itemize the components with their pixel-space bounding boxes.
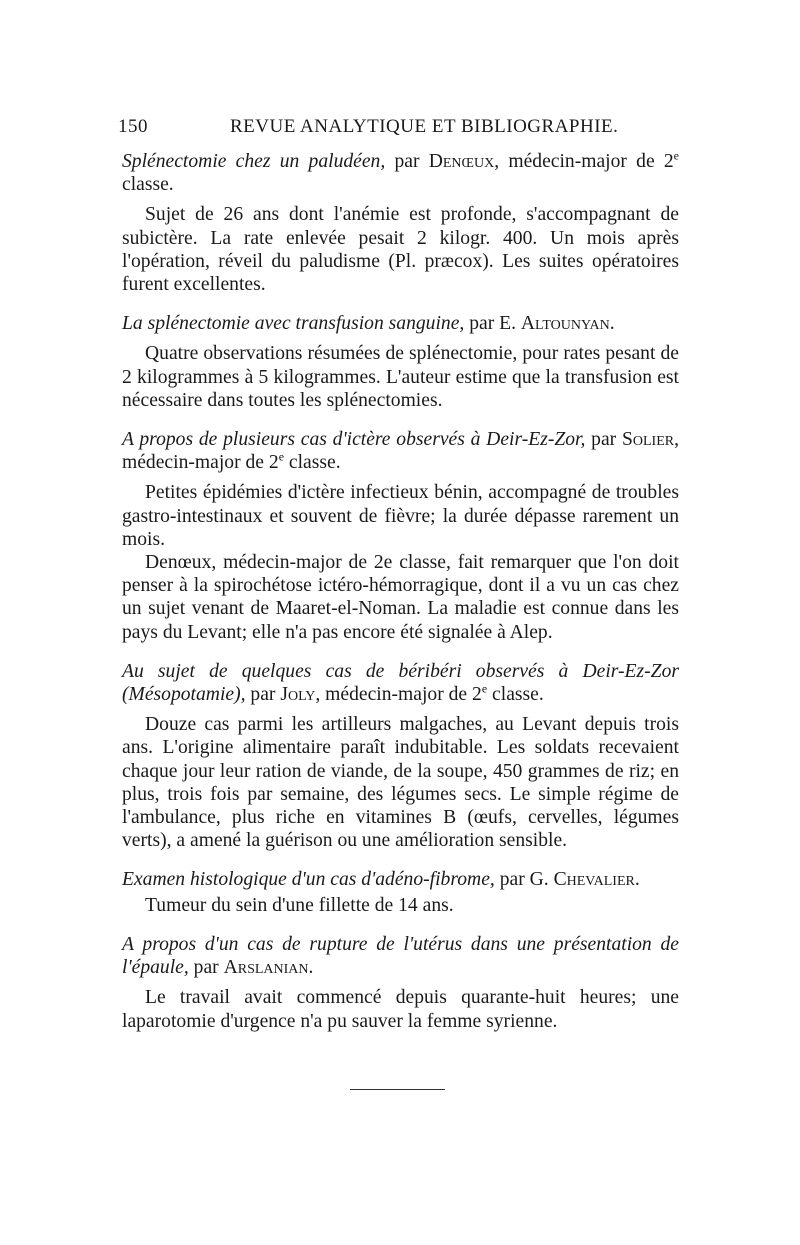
title-text: Splénectomie chez un paludéen, <box>122 151 386 172</box>
by-text: par <box>585 429 622 451</box>
author-name: Arslanian <box>223 957 309 979</box>
title-text: A propos de plusieurs cas d'ictère observés à Deir-Ez-Zor, <box>122 429 586 451</box>
superscript: e <box>481 681 488 696</box>
article-paragraph: Tumeur du sein d'une fillette de 14 ans. <box>145 894 454 916</box>
author-rank: . <box>634 869 640 891</box>
title-text: Examen histologique d'un cas d'adéno-fibrome, <box>122 869 495 891</box>
author-rank-end: classe. <box>284 452 341 474</box>
end-rule <box>350 1089 445 1090</box>
article-paragraph: Le travail avait commencé depuis quarante-huit heures; une laparotomie d'urgence n'a pu sauver la femme syrienne. <box>122 987 679 1032</box>
author-name: Altounyan <box>520 313 610 335</box>
main-text <box>122 150 679 1033</box>
by-text: par <box>188 957 224 979</box>
article-paragraph: Quatre observations résumées de splénectomie, pour rates pesant de 2 kilogrammes à 5 kilogrammes. L'auteur estime que la transfusion est nécessaire dans toutes les splénectomies. <box>122 343 679 411</box>
author-rank: , médecin-major de 2 <box>315 684 482 706</box>
author-rank-end: classe. <box>122 174 174 196</box>
article-title <box>122 660 679 706</box>
author-rank: . <box>609 313 615 335</box>
author-rank: . <box>308 957 314 979</box>
article-paragraph: Sujet de 26 ans dont l'anémie est profonde, s'accompagnant de subictère. La rate enlevée pesait 2 kilogr. 400. Un mois après l'opération, réveil du paludisme (Pl. præcox). Les suites opératoires furent excellentes. <box>122 204 679 296</box>
article-paragraph: Douze cas parmi les artilleurs malgaches, au Levant depuis trois ans. L'origine alimentaire paraît indubitable. Les soldats recevaient chaque jour leur ration de viande, de la soupe, 450 grammes de riz; en plus, trois fois par semaine, des légumes secs. Le simple régime de l'ambulance, plus riche en vitamines B (œufs, cervelles, légumes verts), a amené la guérison ou une amélioration sensible. <box>122 714 679 852</box>
article-title <box>122 933 679 979</box>
author-name: Solier <box>621 429 675 451</box>
title-text: Au sujet de quelques cas de béribéri observés à Deir-Ez-Zor (Mésopotamie), <box>122 660 679 706</box>
by-text: par E. <box>464 313 521 335</box>
title-text: A propos d'un cas de rupture de l'utérus dans une présentation de l'épaule, <box>122 933 679 979</box>
article-title <box>122 312 679 335</box>
superscript: e <box>278 449 285 464</box>
superscript: e <box>673 148 679 163</box>
page-number: 150 <box>118 116 148 137</box>
by-text: par G. <box>494 869 554 891</box>
article-paragraph: Petites épidémies d'ictère infectieux bénin, accompagné de troubles gastro-intestinaux et souvent de fièvre; la durée dépasse rarement un mois. <box>122 482 679 550</box>
article-paragraph: Denœux, médecin-major de 2e classe, fait remarquer que l'on doit penser à la spirochétose ictéro-hémorragique, dont il a vu un cas chez un sujet venant de Maaret-el-Noman. La maladie est connue dans les pays du Levant; elle n'a pas encore été signalée à Alep. <box>122 552 679 643</box>
author-rank-end: classe. <box>487 684 544 706</box>
title-text: La splénectomie avec transfusion sanguine, <box>122 313 465 335</box>
by-text: par <box>385 151 429 172</box>
author-rank: , médecin-major de 2 <box>122 429 679 474</box>
author-name: Chevalier <box>553 869 635 891</box>
article-title <box>122 428 679 474</box>
author-rank: , médecin-major de 2 <box>494 151 674 172</box>
by-text: par <box>245 684 281 706</box>
article-title <box>122 868 679 891</box>
author-name: Denœux <box>428 151 495 172</box>
author-name: Joly <box>280 684 316 706</box>
running-title: REVUE ANALYTIQUE ET BIBLIOGRAPHIE. <box>230 116 619 137</box>
article-title <box>122 150 679 196</box>
